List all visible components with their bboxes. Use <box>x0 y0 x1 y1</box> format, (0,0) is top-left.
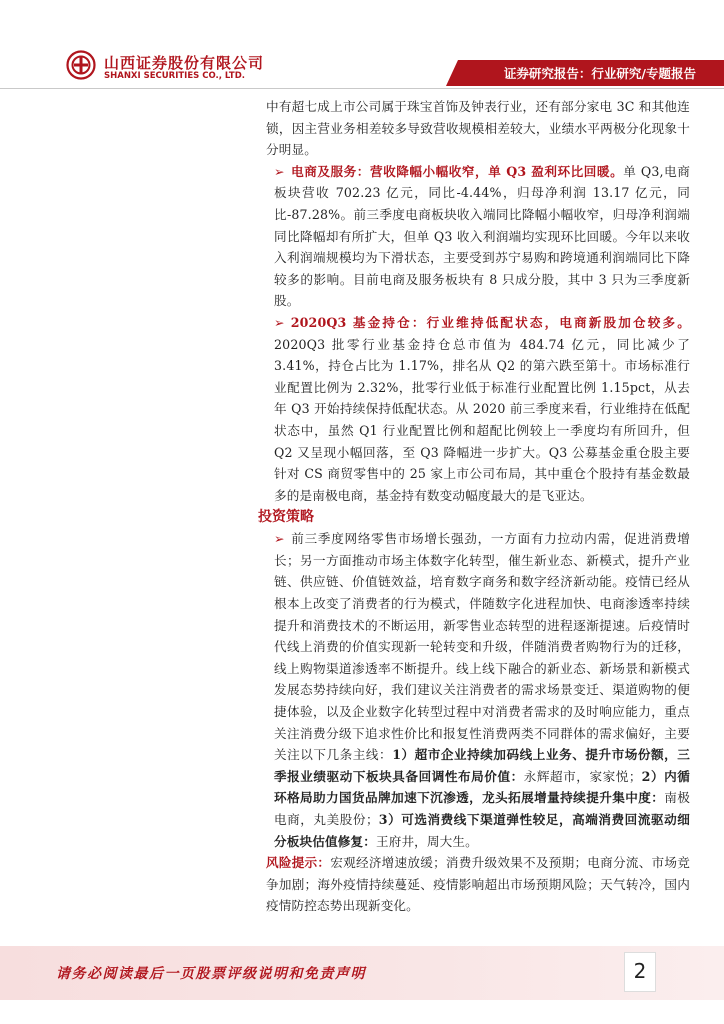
page-header <box>0 0 724 100</box>
report-body <box>258 96 691 917</box>
risk-text: 宏观经济增速放缓；消费升级效果不及预期；电商分流、市场竞争加剧；海外疫情持续蔓延、疫情影响超出市场预期风险；天气转冷，国内疫情防控态势出现新变化。 <box>266 855 691 914</box>
bullet-title: 电商及服务：营收降幅小幅收窄，单 Q3 盈利环比回暖。 <box>290 163 624 179</box>
report-type: 证券研究报告：行业研究/专题报告 <box>503 66 696 81</box>
header-divider <box>0 88 724 89</box>
risk-label: 风险提示： <box>266 855 331 871</box>
company-name-en: SHANXI SECURITIES CO., LTD. <box>104 71 246 81</box>
bullet-fund-holdings <box>266 312 690 506</box>
company-logo-icon <box>66 50 96 80</box>
arrow-bullet-icon: ➢ <box>274 314 285 330</box>
arrow-bullet-icon: ➢ <box>274 531 285 547</box>
strategy-stocks-3: 王府井，周大生。 <box>375 833 478 849</box>
section-title-strategy: 投资策略 <box>258 509 314 526</box>
strategy-line-2: 2）内循环格局助力国货品牌加速下沉渗透，龙头拓展增量持续提升集中度： <box>274 768 690 806</box>
strategy-stocks-2: 南极电商，丸美股份； <box>274 790 691 827</box>
strategy-text: 前三季度网络零售市场增长强劲，一方面有力拉动内需，促进消费增长；另一方面推动市场主体数字化转型，催生新业态、新模式，提升产业链、供应链、价值链效益，培育数字商务和数字经济新动能。疫情已经从根本上改变了消费者的行为模式，伴随数字化进程加快、电商渗透率持续提升和消费技术的不断运用，新零售业态转型的进程逐渐提速。后疫情时代线上消费的价值实现新一轮转变和升级，伴随消费者购物行为的迁移，线上购物渠道渗透率不断提升。线上线下融合的新业态、新场景和新模式发展态势持续向好，我们建议关注消费者的需求场景变迁、渠道购物的便捷体验，以及企业数字化转型过程中对消费者需求的及时响应能力，重点关注消费分级下追求性价比和报复性消费两类不同群体的需求偏好，主要关注以下几条主线： <box>274 531 690 763</box>
company-name-cn: 山西证券股份有限公司 <box>104 54 265 72</box>
bullet-text: 2020Q3 批零行业基金持仓总市值为 484.74 亿元，同比减少了 3.41%，持仓占比为 1.17%，排名从 Q2 的第六跌至第十。市场标准行业配置比例为 2.32%，批零行业低于标准行业配置比例 1.15pct，从去年 Q3 开始持续保持低配状态。从 2020 前三季度来看，行业维持在低配状态中，虽然 Q1 行业配置比例和超配比例较上一季度均有所回升，但 Q2 又呈现小幅回落，至 Q3 降幅进一步扩大。Q3 公募基金重仓股主要针对 CS 商贸零售中的 25 家上市公司布局，其中重仓个股持有基金数最多的是南极电商，基金持有数变动幅度最大的是飞亚达。 <box>274 336 690 503</box>
bullet-strategy <box>266 528 690 852</box>
page-number: 2 <box>633 959 647 983</box>
strategy-stocks-1: 永辉超市，家家悦； <box>523 768 642 784</box>
risk-warning <box>266 852 690 917</box>
paragraph-text: 中有超七成上市公司属于珠宝首饰及钟表行业，还有部分家电 3C 和其他连锁，因主营业务相差较多导致营收规模相差较大，业绩水平两极分化现象十分明显。 <box>266 99 690 158</box>
page-footer <box>0 946 724 1000</box>
strategy-line-3: 3）可选消费线下渠道弹性较足，高端消费回流驱动细分板块估值修复： <box>274 812 690 849</box>
bullet-title: 2020Q3 基金持仓：行业维持低配状态，电商新股加仓较多。 <box>290 314 690 330</box>
bullet-ecommerce <box>266 161 690 312</box>
disclaimer-text: 请务必阅读最后一页股票评级说明和免责声明 <box>56 966 366 982</box>
strategy-line-1: 1）超市企业持续加码线上业务、提升市场份额，三季报业绩驱动下板块具备回调性布局价值： <box>274 747 690 784</box>
paragraph-retail-chain <box>266 96 690 161</box>
page-number-box <box>624 952 656 992</box>
bullet-text: 单 Q3,电商板块营收 702.23 亿元，同比-4.44%，归母净利润 13.17 亿元，同比-87.28%。前三季度电商板块收入端同比降幅小幅收窄，归母净利润端同比降幅却有所扩大，但单 Q3 收入利润端均实现环比回暖。今年以来收入利润端规模均为下滑状态，主要受到苏宁易购和跨境通利润端同比下降较多的影响。目前电商及服务板块有 8 只成分股，其中 3 只为三季度新股。 <box>274 163 690 309</box>
arrow-bullet-icon: ➢ <box>274 163 285 179</box>
